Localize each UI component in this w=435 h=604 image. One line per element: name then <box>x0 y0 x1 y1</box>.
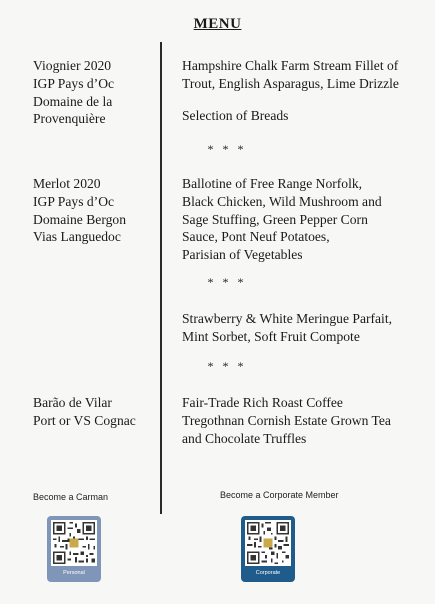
dish-line: Black Chicken, Wild Mushroom and <box>182 193 382 209</box>
dish-line: Mint Sorbet, Soft Fruit Compote <box>182 328 360 344</box>
corporate-card-caption: Corporate <box>255 570 281 576</box>
personal-card-caption: Personal <box>63 570 85 576</box>
wine-line: IGP Pays d’Oc <box>33 193 115 209</box>
personal-qr-card[interactable] <box>47 516 101 582</box>
wine-merlot <box>33 175 126 246</box>
wine-line: Viognier 2020 <box>33 58 112 73</box>
dish-starter <box>182 57 427 93</box>
dish-line: Selection of Breads <box>182 108 289 123</box>
dish-line: Sauce, Pont Neuf Potatoes, <box>182 229 330 245</box>
dish-line: Sage Stuffing, Green Pepper Corn <box>182 211 368 227</box>
menu-title: MENU <box>193 16 242 32</box>
course-separator: * * * <box>207 275 247 289</box>
wine-line: Barão de Vilar <box>33 395 112 410</box>
dish-line: Hampshire Chalk Farm Stream Fillet of <box>182 58 399 73</box>
corporate-qr-code[interactable] <box>245 520 291 566</box>
wine-line: Domaine de la <box>33 93 113 109</box>
wine-digestif <box>33 394 136 430</box>
corporate-membership-label: Become a Corporate Member <box>220 490 339 500</box>
dish-line: Ballotine of Free Range Norfolk, <box>182 176 363 191</box>
wine-line: Merlot 2020 <box>33 176 101 191</box>
wine-line: Port or VS Cognac <box>33 412 136 428</box>
personal-qr-code[interactable] <box>51 520 97 566</box>
dish-line: Tregothnan Cornish Estate Grown Tea <box>182 412 391 428</box>
dish-line: Fair-Trade Rich Roast Coffee <box>182 395 343 410</box>
wine-viognier <box>33 57 114 128</box>
dish-breads <box>182 107 427 125</box>
dish-coffee <box>182 394 427 447</box>
wine-line: Vias Languedoc <box>33 229 121 245</box>
dish-line: Strawberry & White Meringue Parfait, <box>182 311 393 326</box>
wine-line: Provenquière <box>33 111 106 127</box>
dish-main <box>182 175 427 264</box>
dish-line: and Chocolate Truffles <box>182 430 307 446</box>
wine-line: Domaine Bergon <box>33 211 126 227</box>
wine-line: IGP Pays d’Oc <box>33 75 115 91</box>
course-separator: * * * <box>207 359 247 373</box>
dish-line: Trout, English Asparagus, Lime Drizzle <box>182 75 399 91</box>
dish-dessert <box>182 310 427 346</box>
personal-membership-label: Become a Carman <box>33 492 109 502</box>
column-divider <box>160 42 162 514</box>
corporate-qr-card[interactable] <box>241 516 295 582</box>
course-separator: * * * <box>207 142 247 156</box>
dish-line: Parisian of Vegetables <box>182 247 303 263</box>
